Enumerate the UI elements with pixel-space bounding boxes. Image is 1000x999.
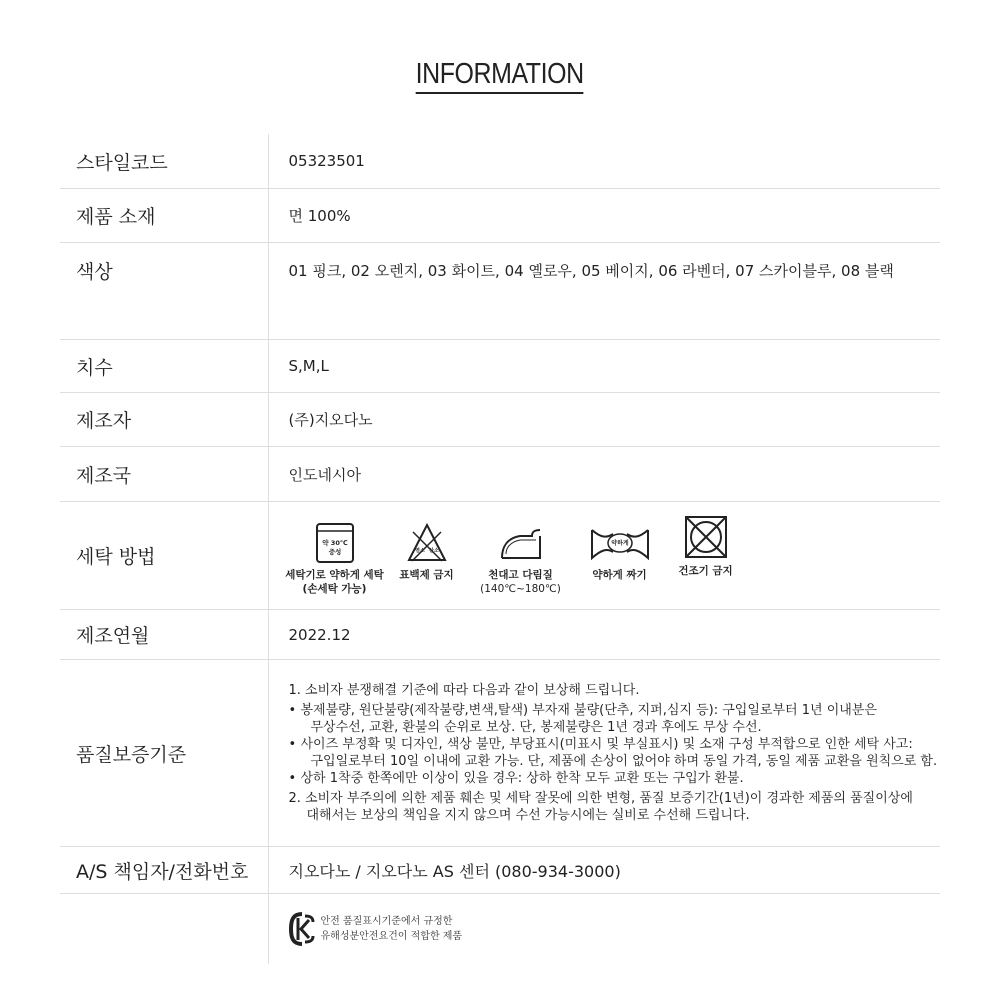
kc-text-line1: 안전 품질표시기준에서 규정한 [320, 916, 453, 927]
care-item [279, 522, 391, 596]
no-tumble-dry-icon [683, 514, 729, 560]
kc-mark [289, 912, 941, 946]
manufacturer-value: (주)지오다노 [268, 393, 940, 447]
wring-inner-text: 약하게 [610, 539, 629, 547]
row-label-empty [60, 894, 268, 965]
quality-item-1: 1. 소비자 분쟁해결 기준에 따라 다음과 같이 보상해 드립니다. [288, 683, 640, 698]
material-value: 면 100% [268, 189, 940, 243]
quality-bullet: • 상하 1착중 한쪽에만 이상이 있을 경우: 상하 한착 모두 교환 또는 구입가 환불. [288, 771, 744, 786]
care-caption: 약하게 짜기 [592, 568, 647, 581]
quality-item-2: 2. 소비자 부주의에 의한 제품 훼손 및 세탁 잘못에 의한 변형, 품질 보증기간(1년)이 경과한 제품의 품질이상에 [288, 791, 913, 806]
table-row [60, 393, 940, 447]
table-row [60, 502, 940, 610]
color-value: 01 핑크, 02 오렌지, 03 화이트, 04 옐로우, 05 베이지, 06 라벤더, 07 스카이블루, 08 블랙 [268, 243, 940, 340]
product-info-table [60, 134, 940, 964]
care-caption: 건조기 금지 [678, 564, 733, 577]
table-row [60, 660, 940, 847]
care-item [387, 522, 467, 582]
row-label: 치수 [60, 340, 268, 393]
kc-certification-icon [289, 912, 315, 946]
quality-bullet: • 봉제불량, 원단불량(제작불량,변색,탈색) 부자재 불량(단추, 지퍼,심지 등): 구입일로부터 1년 이내분은 무상수선, 교환, 환불의 순위로 보상. 단, 봉제불량은 1년 경과 후에도 무상 수선. [288, 703, 877, 735]
care-item [473, 522, 569, 596]
bleach-oxygen-text: 산소 [428, 547, 439, 554]
wash-temp-text: 약 30℃ [321, 538, 348, 547]
date-value: 2022.12 [268, 610, 940, 660]
style-code-value: 05323501 [268, 134, 940, 189]
kc-cell [268, 894, 940, 965]
table-row [60, 340, 940, 393]
table-row [60, 894, 940, 965]
care-item [577, 522, 663, 582]
as-contact-value: 지오다노 / 지오다노 AS 센터 (080-934-3000) [268, 847, 940, 894]
hand-wash-30-icon [315, 522, 355, 564]
country-value: 인도네시아 [268, 447, 940, 502]
quality-bullet: • 사이즈 부정확 및 디자인, 색상 불만, 부당표시(미표시 및 부실표시) 및 소재 구성 부적합으로 인한 세탁 사고: 구입일로부터 10일 이내에 교환 가능. 단, 제품에 손상이 없어야 하며 동일 가격, 동일 제품 교환을 원칙으로 함. [288, 737, 938, 769]
care-caption: 세탁기로 약하게 세탁 [285, 568, 384, 581]
quality-text [289, 682, 941, 824]
care-item [671, 514, 741, 578]
table-row [60, 447, 940, 502]
row-label: 제조국 [60, 447, 268, 502]
row-label: A/S 책임자/전화번호 [60, 847, 268, 894]
care-caption: 천대고 다림질 [488, 568, 553, 581]
row-label: 제조연월 [60, 610, 268, 660]
table-row [60, 847, 940, 894]
care-caption-sub: (140℃~180℃) [480, 582, 561, 595]
wash-neutral-text: 중성 [328, 547, 341, 556]
table-row [60, 134, 940, 189]
row-label: 스타일코드 [60, 134, 268, 189]
care-label-row [285, 522, 941, 596]
page-title: INFORMATION [416, 58, 584, 94]
quality-item-2-cont: 대해서는 보상의 책임을 지지 않으며 수선 가능시에는 실비로 수선해 드립니다. [306, 808, 750, 823]
table-row [60, 243, 940, 340]
row-label: 색상 [60, 243, 268, 340]
row-label: 품질보증기준 [60, 660, 268, 847]
iron-icon [498, 522, 544, 564]
kc-text-line2: 유해성분안전요건이 적합한 제품 [320, 931, 463, 942]
washing-icons-cell [268, 502, 940, 610]
row-label: 제품 소재 [60, 189, 268, 243]
quality-cell [268, 660, 940, 847]
care-caption: 표백제 금지 [399, 568, 454, 581]
row-label: 제조자 [60, 393, 268, 447]
table-row [60, 610, 940, 660]
wring-gently-icon [589, 522, 651, 564]
size-value: S,M,L [268, 340, 940, 393]
bleach-chlorine-text: 염소 [414, 547, 425, 554]
table-row [60, 189, 940, 243]
care-caption-sub: (손세탁 가능) [302, 582, 367, 595]
row-label: 세탁 방법 [60, 502, 268, 610]
no-bleach-icon [406, 522, 448, 564]
